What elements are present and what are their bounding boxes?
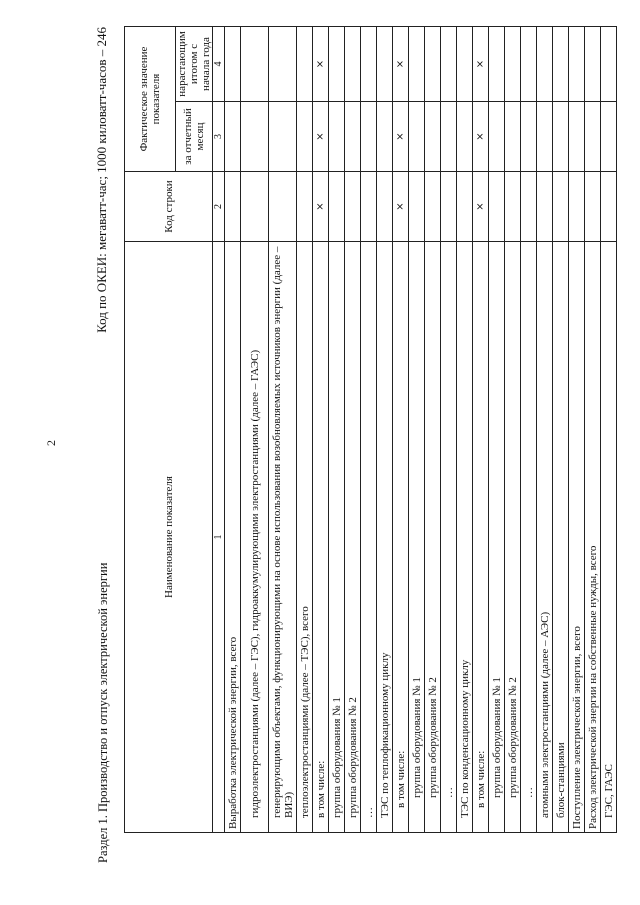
row-cumulative-cell bbox=[329, 27, 345, 102]
table-row bbox=[425, 27, 441, 833]
row-cumulative-cell bbox=[425, 27, 441, 102]
row-code-cell bbox=[425, 172, 441, 242]
rotated-form bbox=[90, 23, 615, 863]
row-month-cell bbox=[225, 102, 241, 172]
row-name-cell: группа оборудования № 2 bbox=[505, 242, 521, 833]
row-month-cell bbox=[361, 102, 377, 172]
row-month-cell bbox=[297, 102, 313, 172]
row-name-cell: ТЭС по теплофикационному циклу bbox=[377, 242, 393, 833]
row-cumulative-cell bbox=[585, 27, 601, 102]
column-number: 2 bbox=[213, 172, 225, 242]
row-cumulative-cell bbox=[241, 27, 269, 102]
row-cumulative-cell bbox=[537, 27, 553, 102]
row-name-cell: … bbox=[361, 242, 377, 833]
row-month-cell bbox=[425, 102, 441, 172]
table-row bbox=[457, 27, 473, 833]
row-cumulative-cell bbox=[225, 27, 241, 102]
row-month-cell bbox=[441, 102, 457, 172]
row-cumulative-cell: × bbox=[393, 27, 409, 102]
row-code-cell bbox=[521, 172, 537, 242]
table-row bbox=[569, 27, 585, 833]
row-month-cell bbox=[329, 102, 345, 172]
row-month-cell bbox=[585, 102, 601, 172]
row-name-cell: … bbox=[521, 242, 537, 833]
column-number: 1 bbox=[213, 242, 225, 833]
table-row bbox=[553, 27, 569, 833]
table-row bbox=[361, 27, 377, 833]
row-code-cell bbox=[585, 172, 601, 242]
row-month-cell: × bbox=[313, 102, 329, 172]
row-code-cell bbox=[297, 172, 313, 242]
row-name-cell: в том числе: bbox=[313, 242, 329, 833]
row-cumulative-cell: × bbox=[473, 27, 489, 102]
row-month-cell bbox=[601, 102, 617, 172]
row-month-cell bbox=[457, 102, 473, 172]
column-number: 3 bbox=[213, 102, 225, 172]
row-month-cell: × bbox=[393, 102, 409, 172]
row-cumulative-cell bbox=[505, 27, 521, 102]
header-month: за отчетный месяц bbox=[176, 102, 213, 172]
row-name-cell: в том числе: bbox=[473, 242, 489, 833]
row-name-cell: Поступление электрической энергии, всего bbox=[569, 242, 585, 833]
row-name-cell: атомными электростанциями (далее – АЭС) bbox=[537, 242, 553, 833]
form-headline bbox=[90, 27, 124, 863]
row-month-cell bbox=[489, 102, 505, 172]
row-cumulative-cell bbox=[409, 27, 425, 102]
row-month-cell bbox=[569, 102, 585, 172]
table-row bbox=[241, 27, 269, 833]
row-cumulative-cell bbox=[553, 27, 569, 102]
row-code-cell bbox=[225, 172, 241, 242]
table-row bbox=[297, 27, 313, 833]
row-name-cell: Выработка электрической энергии, всего bbox=[225, 242, 241, 833]
row-month-cell bbox=[537, 102, 553, 172]
row-code-cell bbox=[601, 172, 617, 242]
table-row bbox=[329, 27, 345, 833]
row-code-cell bbox=[361, 172, 377, 242]
row-cumulative-cell bbox=[569, 27, 585, 102]
header-cumulative: нарастающим итогом с начала года bbox=[176, 27, 213, 102]
row-code-cell bbox=[241, 172, 269, 242]
row-month-cell bbox=[241, 102, 269, 172]
page-number: 2 bbox=[44, 440, 58, 446]
row-month-cell bbox=[553, 102, 569, 172]
row-code-cell bbox=[329, 172, 345, 242]
row-name-cell: блок-станциями bbox=[553, 242, 569, 833]
row-cumulative-cell bbox=[345, 27, 361, 102]
okei-code: Код по ОКЕИ: мегаватт-час; 1000 киловатт-часов – 246 bbox=[94, 27, 109, 333]
row-month-cell bbox=[409, 102, 425, 172]
row-month-cell bbox=[521, 102, 537, 172]
table-row bbox=[473, 27, 489, 833]
row-code-cell bbox=[489, 172, 505, 242]
row-code-cell bbox=[269, 172, 297, 242]
table-row bbox=[489, 27, 505, 833]
row-name-cell: группа оборудования № 1 bbox=[489, 242, 505, 833]
row-month-cell bbox=[345, 102, 361, 172]
table-row bbox=[345, 27, 361, 833]
row-code-cell bbox=[409, 172, 425, 242]
table-row bbox=[377, 27, 393, 833]
header-code: Код строки bbox=[125, 172, 213, 242]
header-name: Наименование показателя bbox=[125, 242, 213, 833]
row-name-cell: ГЭС, ГАЭС bbox=[601, 242, 617, 833]
table-body bbox=[225, 27, 617, 833]
row-code-cell: × bbox=[393, 172, 409, 242]
row-month-cell bbox=[505, 102, 521, 172]
row-name-cell: в том числе: bbox=[393, 242, 409, 833]
row-month-cell bbox=[377, 102, 393, 172]
header-actual: Фактическое значение показателя bbox=[125, 27, 176, 172]
row-name-cell: группа оборудования № 2 bbox=[425, 242, 441, 833]
table-row bbox=[505, 27, 521, 833]
row-cumulative-cell bbox=[521, 27, 537, 102]
table-row bbox=[313, 27, 329, 833]
table-row bbox=[441, 27, 457, 833]
row-code-cell bbox=[441, 172, 457, 242]
row-cumulative-cell bbox=[297, 27, 313, 102]
row-code-cell: × bbox=[473, 172, 489, 242]
row-cumulative-cell bbox=[489, 27, 505, 102]
row-name-cell: генерирующими объектами, функционирующими на основе использования возобновляемых источников энергии (далее – ВИЭ) bbox=[269, 242, 297, 833]
row-code-cell bbox=[537, 172, 553, 242]
table-row bbox=[537, 27, 553, 833]
table-row bbox=[521, 27, 537, 833]
table-row bbox=[393, 27, 409, 833]
row-code-cell: × bbox=[313, 172, 329, 242]
row-code-cell bbox=[569, 172, 585, 242]
row-month-cell bbox=[269, 102, 297, 172]
row-cumulative-cell bbox=[601, 27, 617, 102]
row-code-cell bbox=[505, 172, 521, 242]
row-name-cell: Расход электрической энергии на собственные нужды, всего bbox=[585, 242, 601, 833]
section-title: Раздел 1. Производство и отпуск электрической энергии bbox=[96, 562, 110, 863]
row-name-cell: группа оборудования № 2 bbox=[345, 242, 361, 833]
row-name-cell: … bbox=[441, 242, 457, 833]
row-name-cell: группа оборудования № 1 bbox=[329, 242, 345, 833]
energy-table bbox=[124, 26, 617, 833]
row-cumulative-cell: × bbox=[313, 27, 329, 102]
row-name-cell: теплоэлектростанциями (далее – ТЭС), всего bbox=[297, 242, 313, 833]
row-code-cell bbox=[553, 172, 569, 242]
row-cumulative-cell bbox=[361, 27, 377, 102]
column-number: 4 bbox=[213, 27, 225, 102]
row-name-cell: ТЭС по конденсационному циклу bbox=[457, 242, 473, 833]
row-cumulative-cell bbox=[441, 27, 457, 102]
table-row bbox=[601, 27, 617, 833]
row-name-cell: гидроэлектростанциями (далее – ГЭС), гидроаккумулирующими электростанциями (далее – ГАЭС) bbox=[241, 242, 269, 833]
row-name-cell: группа оборудования № 1 bbox=[409, 242, 425, 833]
table-row bbox=[409, 27, 425, 833]
row-cumulative-cell bbox=[457, 27, 473, 102]
row-cumulative-cell bbox=[269, 27, 297, 102]
row-code-cell bbox=[457, 172, 473, 242]
row-cumulative-cell bbox=[377, 27, 393, 102]
table-row bbox=[225, 27, 241, 833]
table-row bbox=[585, 27, 601, 833]
table-row bbox=[269, 27, 297, 833]
row-code-cell bbox=[345, 172, 361, 242]
row-code-cell bbox=[377, 172, 393, 242]
row-month-cell: × bbox=[473, 102, 489, 172]
